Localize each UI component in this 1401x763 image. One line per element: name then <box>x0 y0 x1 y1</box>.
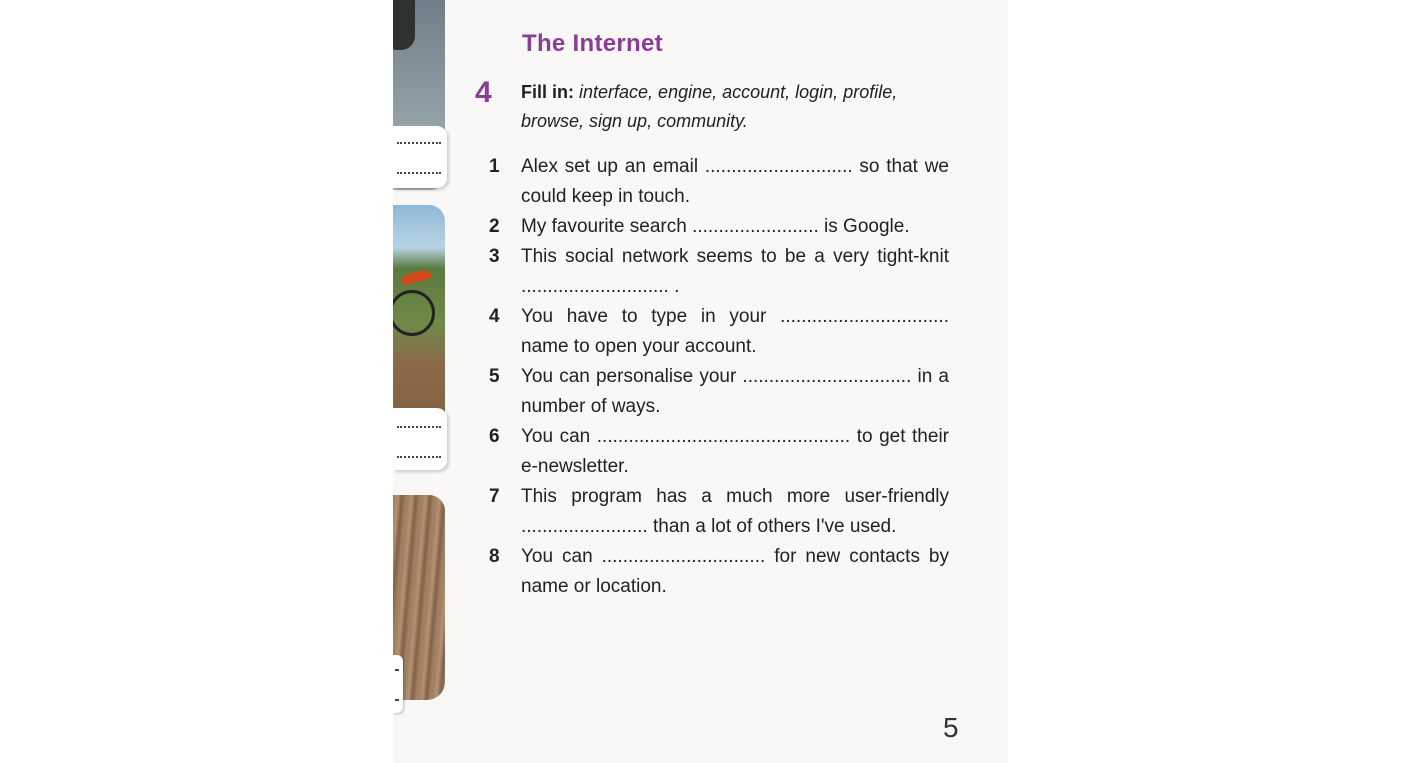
exercise-instruction <box>521 78 961 136</box>
item-text: My favourite search ........................ is Google. <box>521 216 910 237</box>
item-text: You can personalise your ................................ in a number of ways. <box>521 366 949 417</box>
exercise-items <box>489 152 949 602</box>
item-text: Alex set up an email ............................ so that we could keep in touch. <box>521 156 949 207</box>
answer-box-middle[interactable] <box>393 408 447 470</box>
answer-box-top[interactable] <box>393 126 447 188</box>
instruction-lead: Fill in: <box>521 82 574 102</box>
rock-shape <box>393 0 415 50</box>
answer-line <box>397 172 441 174</box>
item-number: 8 <box>489 546 500 567</box>
answer-line <box>397 142 441 144</box>
list-item <box>489 422 949 482</box>
textbook-page <box>393 0 1008 763</box>
list-item <box>489 152 949 212</box>
item-text: You can ............................... for new contacts by name or location. <box>521 546 949 597</box>
list-item <box>489 362 949 422</box>
section-title: The Internet <box>522 30 663 57</box>
item-number: 1 <box>489 156 500 177</box>
list-item <box>489 212 949 242</box>
answer-box-bottom[interactable] <box>393 655 403 713</box>
instruction-word-list: interface, engine, account, login, profile, browse, sign up, community. <box>521 82 898 131</box>
item-number: 7 <box>489 486 500 507</box>
answer-line <box>395 699 399 701</box>
item-number: 4 <box>489 306 500 327</box>
list-item <box>489 482 949 542</box>
item-text: This program has a much more user-friendly ........................ than a lot of others I've used. <box>521 486 949 537</box>
item-text: You have to type in your ................................ name to open your account. <box>521 306 949 357</box>
item-text: You can ................................................ to get their e-newsletter. <box>521 426 949 477</box>
exercise-number: 4 <box>475 76 492 109</box>
list-item <box>489 542 949 602</box>
item-number: 5 <box>489 366 500 387</box>
item-text: This social network seems to be a very tight-knit ............................ . <box>521 246 949 297</box>
list-item <box>489 242 949 302</box>
item-number: 6 <box>489 426 500 447</box>
item-number: 2 <box>489 216 500 237</box>
answer-line <box>397 426 441 428</box>
list-item <box>489 302 949 362</box>
answer-line <box>397 456 441 458</box>
item-number: 3 <box>489 246 500 267</box>
page-number: 5 <box>943 712 959 743</box>
answer-line <box>395 669 399 671</box>
